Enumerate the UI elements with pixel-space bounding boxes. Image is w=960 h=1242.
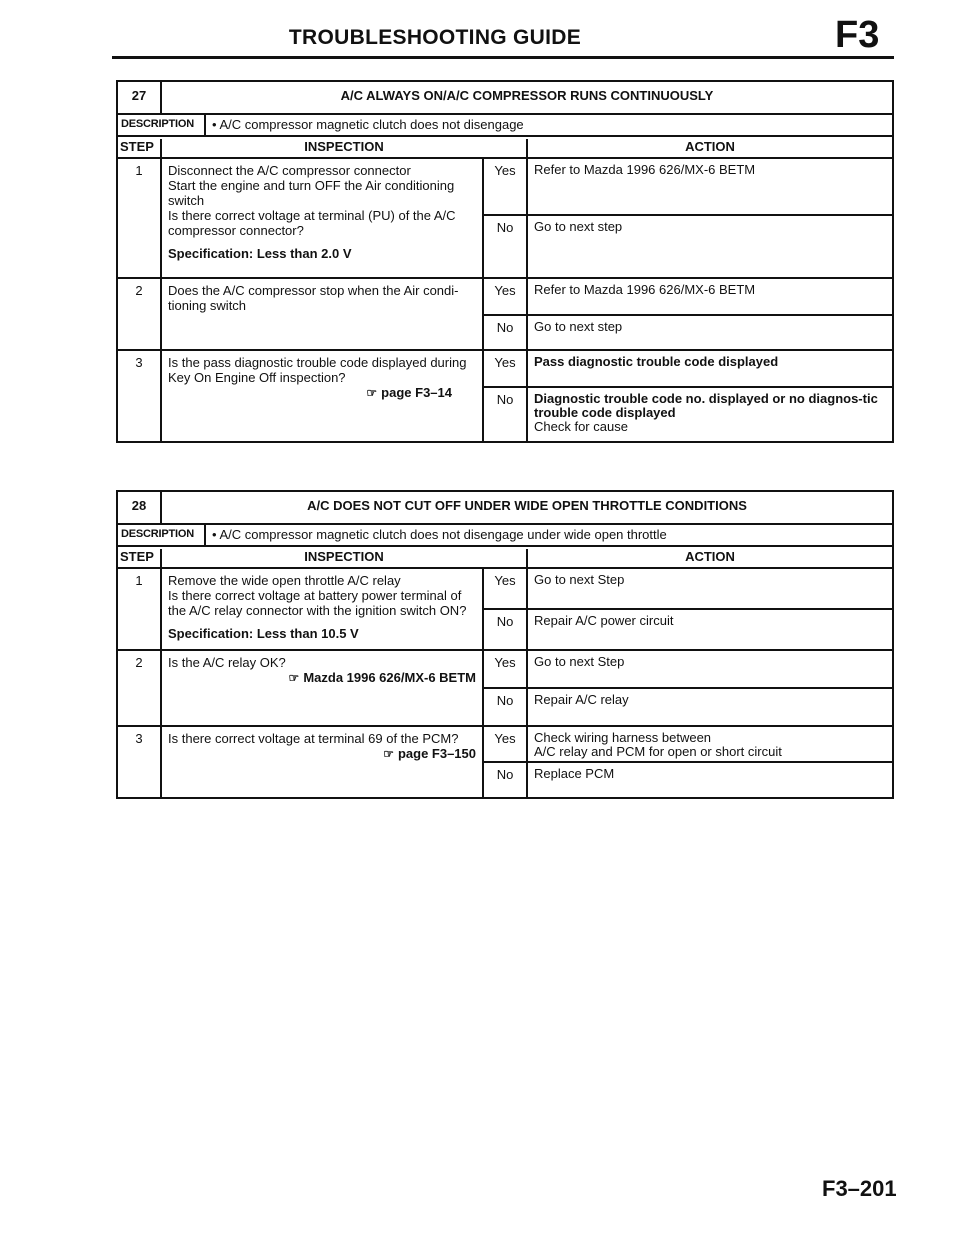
page-reference xyxy=(168,385,476,401)
step-number: 1 xyxy=(118,569,162,649)
step-number: 2 xyxy=(118,651,162,725)
no-action-sub: Check for cause xyxy=(534,419,628,434)
no-label: No xyxy=(484,316,528,349)
yes-label: Yes xyxy=(484,727,528,761)
description-row xyxy=(116,523,894,545)
answer-cell xyxy=(484,569,892,649)
step-number: 2 xyxy=(118,279,162,349)
page-reference xyxy=(168,746,476,762)
no-row xyxy=(484,763,892,797)
no-action: Replace PCM xyxy=(534,766,615,781)
table-number: 27 xyxy=(118,82,162,113)
answer-cell xyxy=(484,651,892,725)
reference-text: page F3–14 xyxy=(381,385,452,400)
reference-hand-icon: ☞ xyxy=(366,386,378,400)
yes-action: Go to next Step xyxy=(534,654,625,669)
yes-label: Yes xyxy=(484,651,528,687)
no-row xyxy=(484,689,892,725)
reference-text: page F3–150 xyxy=(397,746,476,761)
table-title: A/C ALWAYS ON/A/C COMPRESSOR RUNS CONTINUOUSLY xyxy=(340,88,714,103)
no-label: No xyxy=(484,610,528,649)
yes-label: Yes xyxy=(484,159,528,214)
specification: Specification: Less than 2.0 V xyxy=(168,246,352,261)
column-inspection: INSPECTION xyxy=(162,549,528,567)
table-title-row xyxy=(116,490,894,523)
specification: Specification: Less than 10.5 V xyxy=(168,626,359,641)
yes-action: Refer to Mazda 1996 626/MX-6 BETM xyxy=(534,162,756,177)
yes-row xyxy=(484,651,892,689)
troubleshooting-table-27 xyxy=(116,80,894,443)
page-title: TROUBLESHOOTING GUIDE xyxy=(288,26,582,49)
reference-hand-icon: ☞ xyxy=(288,671,300,685)
inspection-cell xyxy=(162,727,484,797)
column-action: ACTION xyxy=(685,139,735,154)
no-action: Go to next step xyxy=(534,319,623,334)
table-title-row xyxy=(116,80,894,113)
reference-hand-icon: ☞ xyxy=(383,747,394,761)
no-action: Diagnostic trouble code no. displayed or no diagnos-tic trouble code displayed xyxy=(534,391,878,420)
table-row xyxy=(116,725,894,799)
step-number: 1 xyxy=(118,159,162,277)
column-action: ACTION xyxy=(685,549,735,564)
yes-action: Go to next Step xyxy=(534,572,625,587)
no-action: Repair A/C relay xyxy=(534,692,629,707)
page-reference xyxy=(168,670,476,686)
no-action-cell xyxy=(528,388,892,441)
table-row xyxy=(116,349,894,443)
page-number: F3–201 xyxy=(822,1176,897,1201)
column-step: STEP xyxy=(118,139,162,157)
answer-cell xyxy=(484,159,892,277)
yes-label: Yes xyxy=(484,351,528,386)
step-number: 3 xyxy=(118,727,162,797)
description-text: • A/C compressor magnetic clutch does not disengage under wide open throttle xyxy=(212,527,667,542)
column-header-row xyxy=(116,545,894,567)
header-rule xyxy=(112,56,894,59)
no-label: No xyxy=(484,689,528,725)
column-inspection: INSPECTION xyxy=(162,139,528,157)
inspection-text: Is there correct voltage at terminal 69 of the PCM? xyxy=(168,731,459,746)
no-row xyxy=(484,610,892,649)
no-label: No xyxy=(484,388,528,441)
troubleshooting-table-28 xyxy=(116,490,894,799)
description-label: DESCRIPTION xyxy=(118,525,206,545)
answer-cell xyxy=(484,727,892,797)
table-number: 28 xyxy=(118,492,162,523)
yes-row xyxy=(484,159,892,216)
table-row xyxy=(116,567,894,649)
column-header-row xyxy=(116,135,894,157)
table-row xyxy=(116,649,894,725)
answer-cell xyxy=(484,279,892,349)
description-text: • A/C compressor magnetic clutch does not disengage xyxy=(212,117,524,132)
inspection-text: Does the A/C compressor stop when the Air condi-tioning switch xyxy=(168,283,459,313)
no-label: No xyxy=(484,763,528,797)
yes-action: Pass diagnostic trouble code displayed xyxy=(534,354,779,369)
yes-action: Refer to Mazda 1996 626/MX-6 BETM xyxy=(534,282,756,297)
inspection-cell xyxy=(162,651,484,725)
inspection-text: Disconnect the A/C compressor connector Start the engine and turn OFF the Air conditioning switch Is there correct voltage at terminal (PU) of the A/C compressor connector? xyxy=(168,163,456,238)
step-number: 3 xyxy=(118,351,162,441)
inspection-text: Remove the wide open throttle A/C relay Is there correct voltage at battery power terminal of the A/C relay connector with the ignition switch ON? xyxy=(168,573,467,618)
inspection-text: Is the pass diagnostic trouble code displayed during Key On Engine Off inspection? xyxy=(168,355,467,385)
no-label: No xyxy=(484,216,528,277)
column-step: STEP xyxy=(118,549,162,567)
description-row xyxy=(116,113,894,135)
yes-row xyxy=(484,279,892,316)
reference-text: Mazda 1996 626/MX-6 BETM xyxy=(303,670,476,685)
inspection-text: Is the A/C relay OK? xyxy=(168,655,286,670)
inspection-cell xyxy=(162,279,484,349)
table-title: A/C DOES NOT CUT OFF UNDER WIDE OPEN THROTTLE CONDITIONS xyxy=(307,498,747,513)
description-label: DESCRIPTION xyxy=(118,115,206,135)
inspection-cell xyxy=(162,351,484,441)
yes-action: Check wiring harness between A/C relay and PCM for open or short circuit xyxy=(534,730,782,759)
no-row xyxy=(484,388,892,441)
inspection-cell xyxy=(162,159,484,277)
section-code: F3 xyxy=(835,14,880,56)
yes-row xyxy=(484,569,892,610)
table-row xyxy=(116,157,894,277)
answer-cell xyxy=(484,351,892,441)
yes-row xyxy=(484,727,892,763)
yes-label: Yes xyxy=(484,569,528,608)
inspection-cell xyxy=(162,569,484,649)
table-row xyxy=(116,277,894,349)
yes-row xyxy=(484,351,892,388)
no-action: Go to next step xyxy=(534,219,623,234)
no-action: Repair A/C power circuit xyxy=(534,613,674,628)
yes-label: Yes xyxy=(484,279,528,314)
no-row xyxy=(484,216,892,277)
no-row xyxy=(484,316,892,349)
